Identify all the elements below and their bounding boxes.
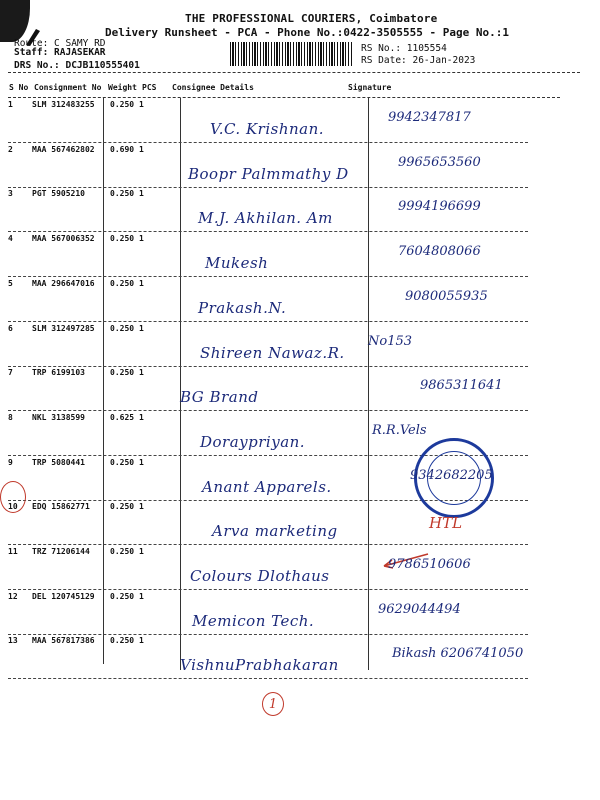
row-sno: 11 (8, 547, 18, 556)
row-consignment-no: MAA 567817386 (32, 636, 95, 646)
row-sno: 5 (8, 278, 13, 288)
row-consignee-name: Shireen Nawaz.R. (200, 343, 345, 362)
row-pcs: 1 (139, 234, 144, 244)
row-sno: 10 (8, 502, 18, 512)
row-sno: 6 (8, 323, 13, 333)
company-title: THE PROFESSIONAL COURIERS, Coimbatore (185, 12, 438, 25)
row-weight: 0.250 (110, 278, 135, 288)
row-pcs: 1 (139, 636, 144, 646)
row-consignee-name: VishnuPrabhakaran (180, 656, 339, 675)
row-sno: 3 (8, 189, 13, 199)
row-signature: 9865311641 (420, 378, 503, 394)
row-signature: 9342682205 (410, 467, 493, 483)
runsheet-subtitle: Delivery Runsheet - PCA - Phone No.:0422-3505555 - Page No.:1 (105, 26, 509, 39)
row-signature: R.R.Vels (372, 422, 427, 438)
row-consignment-no: SLM 312497285 (32, 323, 95, 333)
row-sno: 12 (8, 591, 18, 601)
route-label: Route: C SAMY RD (14, 38, 106, 49)
row-weight: 0.250 (110, 636, 135, 646)
row-signature: 9994196699 (398, 199, 481, 215)
row-sno: 8 (8, 412, 13, 422)
row-signature: 7604808066 (398, 244, 481, 260)
drs-number: DRS No.: DCJB110555401 (14, 60, 140, 71)
row-consignment-no: TRZ 71206144 (32, 547, 90, 556)
header-divider-top (8, 72, 580, 73)
row-pcs: 1 (139, 457, 144, 467)
row-weight: 0.250 (110, 100, 135, 109)
row-pcs: 1 (139, 502, 144, 512)
row-signature: 9965653560 (398, 154, 481, 170)
row-consignee-name: Memicon Tech. (192, 611, 315, 630)
row-weight: 0.250 (110, 234, 135, 244)
row-consignment-no: NKL 3138599 (32, 412, 85, 422)
row-pcs: 1 (139, 278, 144, 288)
row-consignee-name: Doraypriyan. (200, 432, 306, 451)
row-consignment-no: EDQ 15862771 (32, 502, 90, 512)
row-consignee-name: Boopr Palmmathy D (188, 164, 349, 183)
row-sno: 9 (8, 457, 13, 467)
row-weight: 0.250 (110, 457, 135, 467)
row-weight: 0.625 (110, 412, 135, 422)
rs-date: RS Date: 26-Jan-2023 (361, 55, 476, 66)
row-consignment-no: TRP 6199103 (32, 368, 85, 378)
barcode-image (230, 42, 352, 66)
row-consignee-name: Arva marketing (212, 522, 338, 541)
row-sno: 4 (8, 234, 13, 244)
column-sno: S No (9, 83, 29, 92)
row-weight: 0.250 (110, 502, 135, 512)
row-weight: 0.250 (110, 368, 135, 378)
rs-number: RS No.: 1105554 (361, 43, 447, 54)
row-consignee-name: BG Brand (180, 388, 259, 407)
column-signature: Signature (348, 83, 392, 92)
row-pcs: 1 (139, 547, 144, 556)
column-consignee: Consignee Details (172, 83, 254, 92)
column-consignment: Consignment No (34, 83, 102, 92)
row-pcs: 1 (139, 100, 144, 109)
row-consignment-no: MAA 296647016 (32, 278, 95, 288)
htl-note: HTL (429, 514, 463, 532)
row-signature: Bikash 6206741050 (392, 646, 524, 662)
row-pcs: 1 (139, 144, 144, 154)
row-consignment-no: PGT 5905210 (32, 189, 85, 199)
row-weight: 0.250 (110, 189, 135, 199)
row-pcs: 1 (139, 189, 144, 199)
row-weight: 0.250 (110, 547, 135, 556)
row-sno: 13 (8, 636, 18, 646)
column-pcs: PCS (142, 83, 157, 92)
row-10-red-circle (0, 481, 26, 513)
column-weight: Weight (108, 83, 137, 92)
row-pcs: 1 (139, 412, 144, 422)
row-consignee-name: V.C. Krishnan. (210, 120, 325, 138)
row-weight: 0.690 (110, 144, 135, 154)
row-pcs: 1 (139, 591, 144, 601)
row-signature: 9942347817 (388, 110, 471, 125)
row-consignee-name: Anant Apparels. (202, 477, 332, 496)
row-pcs: 1 (139, 368, 144, 378)
row-sno: 1 (8, 100, 13, 109)
row-signature: No153 (368, 333, 413, 349)
row-consignment-no: DEL 120745129 (32, 591, 95, 601)
row-sno: 2 (8, 144, 13, 154)
row-weight: 0.250 (110, 323, 135, 333)
row-consignee-name: Prakash.N. (198, 298, 287, 317)
row-consignment-no: MAA 567462802 (32, 144, 95, 154)
row-pcs: 1 (139, 323, 144, 333)
row-signature: 9786510606 (388, 557, 471, 572)
row-consignment-no: TRP 5080441 (32, 457, 85, 467)
staff-label: Staff: RAJASEKAR (14, 47, 106, 58)
row-consignee-name: M.J. Akhilan. Am (198, 209, 333, 228)
row-signature: 9629044494 (378, 601, 461, 617)
row-weight: 0.250 (110, 591, 135, 601)
row-consignment-no: SLM 312483255 (32, 100, 95, 109)
row-consignee-name: Colours Dlothaus (190, 567, 330, 585)
row-sno: 7 (8, 368, 13, 378)
row-signature: 9080055935 (405, 288, 488, 304)
row-consignee-name: Mukesh (205, 254, 269, 273)
row-consignment-no: MAA 567006352 (32, 234, 95, 244)
page-number-mark: 1 (262, 692, 284, 716)
